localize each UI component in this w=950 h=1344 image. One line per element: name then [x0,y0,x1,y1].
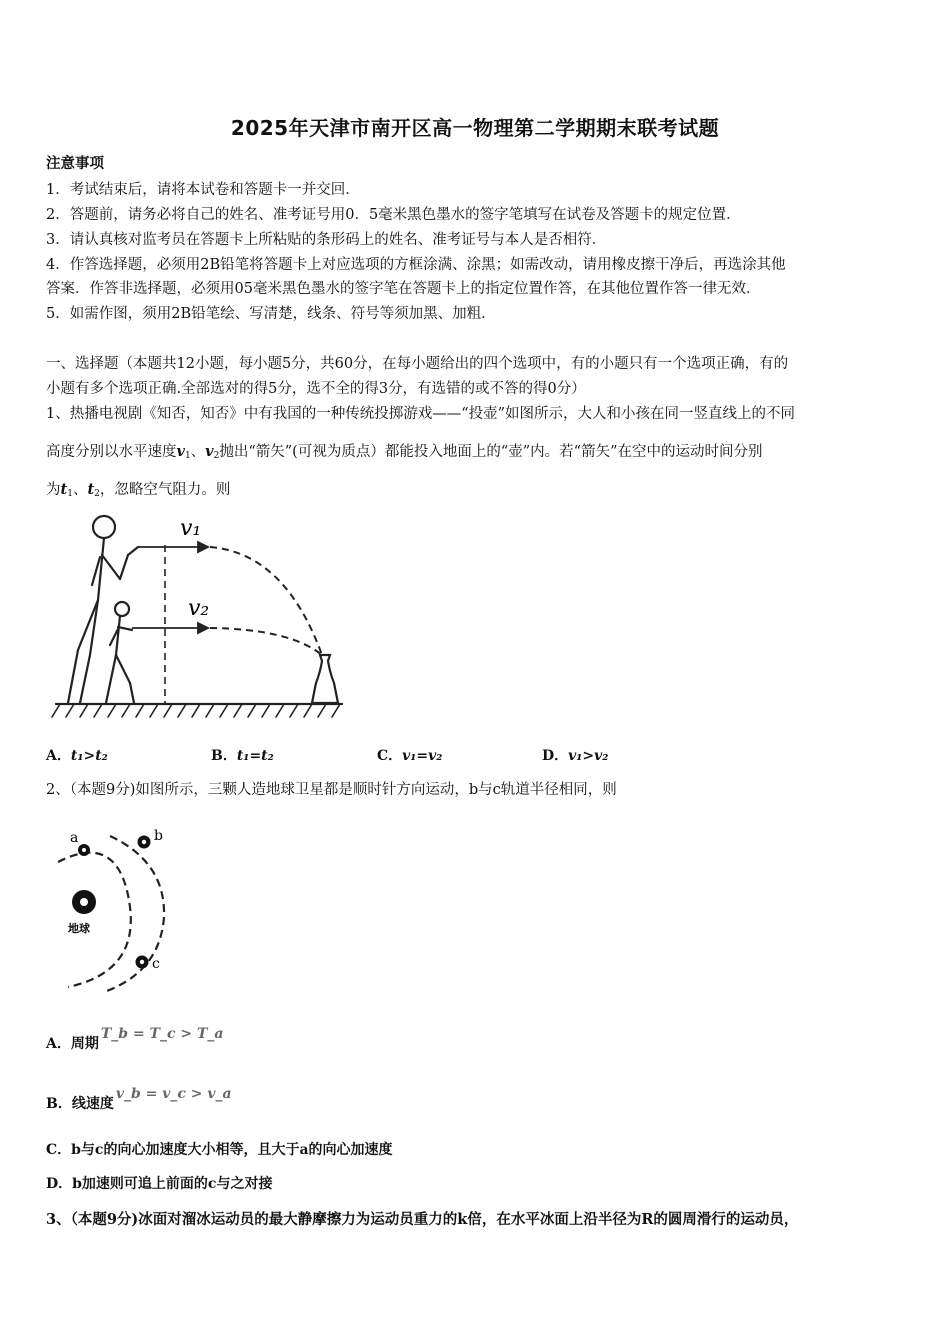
q1-option-d[interactable]: D．v₁>v₂ [542,748,609,764]
notice-item: 1．考试结束后，请将本试卷和答题卡一并交回． [46,182,360,198]
q1-option-b[interactable]: B．t₁=t₂ [211,748,274,764]
v1-arrowhead [198,542,208,552]
notice-item: 5．如需作图，须用2B铅笔绘、写清楚，线条、符号等须加黑、加粗． [46,306,496,322]
notice-item: 答案．作答非选择题，必须用05毫米黑色墨水的签字笔在答题卡上的指定位置作答，在其他位置作答一律无效． [46,281,761,297]
trajectory-1 [210,547,322,655]
q2-option-a[interactable]: A．周期T_b = T_c > T_a [46,1026,224,1052]
notice-heading: 注意事项 [46,155,104,172]
ground-hatch [52,704,340,717]
q1-option-a[interactable]: A．t₁>t₂ [46,748,108,764]
q1-option-c[interactable]: C．v₁=v₂ [377,748,443,764]
q1-figure [50,505,350,730]
v1-label: v₁ [180,516,202,541]
v2-label: v₂ [188,596,210,621]
adult-figure [68,516,138,703]
trajectory-2 [210,628,322,655]
v2-arrowhead [198,623,208,633]
section-header: 一、选择题（本题共12小题，每小题5分，共60分，在每小题给出的四个选项中，有的小题只有一个选项正确，有的 [46,356,789,372]
q1-stem-line1: 1、热播电视剧《知否，知否》中有我国的一种传统投掷游戏——“投壶”如图所示，大人和小孩在同一竖直线上的不同 [46,406,796,422]
page-title: 2025年天津市南开区高一物理第二学期期末联考试题 [230,116,720,140]
label-a: a [70,830,79,846]
label-b: b [154,828,163,844]
label-c: c [152,956,160,972]
notice-item: 2．答题前，请务必将自己的姓名、准考证号用0．5毫米黑色墨水的签字笔填写在试卷及答题卡的规定位置． [46,207,741,223]
q2-figure [50,822,180,994]
orbit-inner [58,853,131,987]
section-header-cont: 小题有多个选项正确.全部选对的得5分，选不全的得3分，有选错的或不答的得0分） [46,381,586,397]
notice-item: 4．作答选择题，必须用2B铅笔将答题卡上对应选项的方框涂满、涂黑；如需改动，请用橡皮擦干净后，再选涂其他 [46,257,786,273]
q1-stem-line3: 为$t_1$、$t_2$，忽略空气阻力。则 [46,481,231,499]
label-earth: 地球 [68,922,90,935]
q3-stem: 3、（本题9分)冰面对溜冰运动员的最大静摩擦力为运动员重力的k倍，在水平冰面上沿半径为R的圆周滑行的运动员， [46,1211,799,1228]
q2-option-d[interactable]: D．b加速则可追上前面的c与之对接 [46,1176,273,1192]
q2-stem: 2、（本题9分)如图所示，三颗人造地球卫星都是顺时针方向运动，b与c轨道半径相同，则 [46,782,617,798]
child-figure [106,602,134,703]
q2-option-a-formula: T_b = T_c > T_a [100,1026,224,1042]
pot [312,655,338,703]
notice-item: 3．请认真核对监考员在答题卡上所粘贴的条形码上的姓名、准考证号与本人是否相符． [46,232,607,248]
q2-option-c[interactable]: C．b与c的向心加速度大小相等，且大于a的向心加速度 [46,1142,393,1158]
q1-stem-line2: 高度分别以水平速度$v_1$、$v_2$抛出“箭矢”(可视为质点）都能投入地面上的“壶”内。若“箭矢”在空中的运动时间分别 [46,443,763,461]
q2-option-b-formula: v_b = v_c > v_a [115,1086,232,1102]
q2-option-b[interactable]: B．线速度v_b = v_c > v_a [46,1086,232,1112]
